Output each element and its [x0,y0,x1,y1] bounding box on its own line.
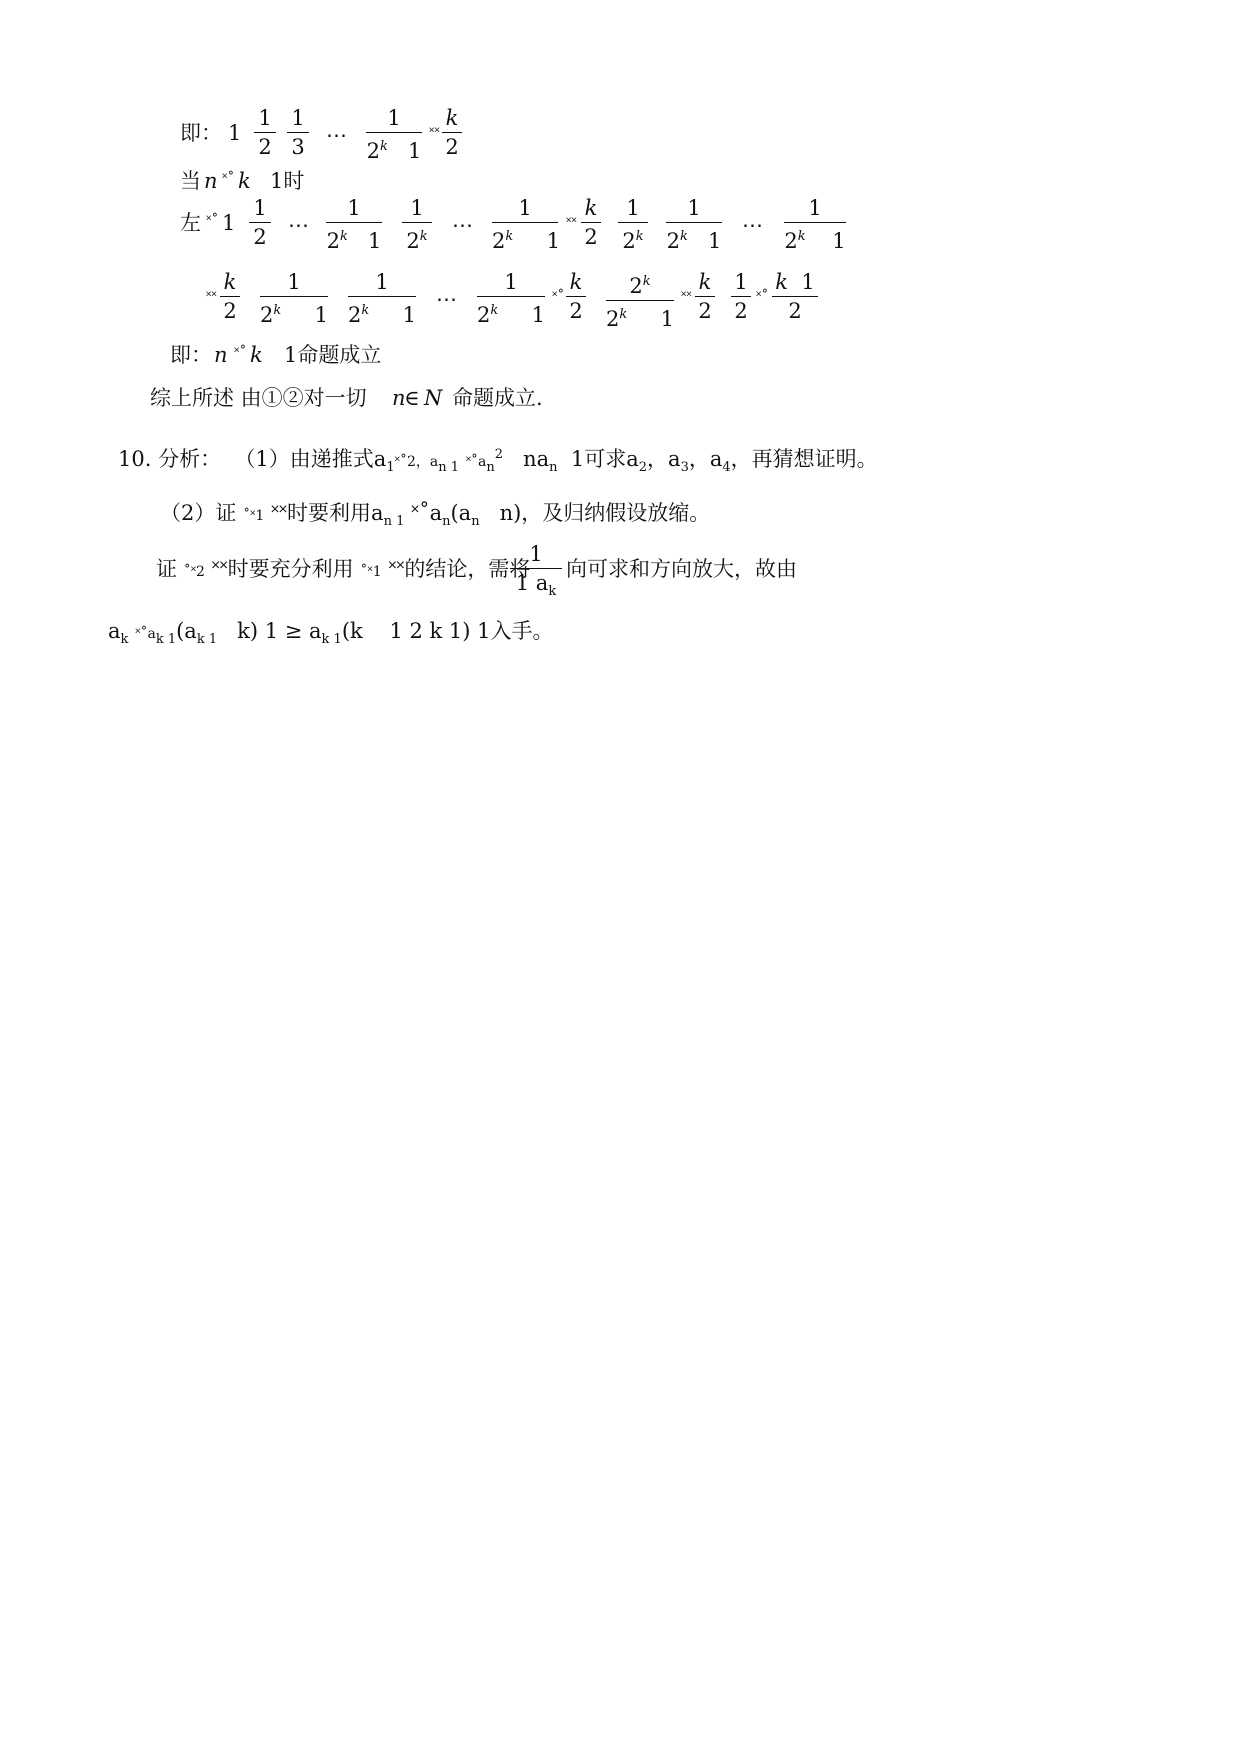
row5-k: k [250,343,263,367]
row6-n: n [392,386,406,410]
row4-dots: ⋯ [436,287,457,311]
row1-dots: ⋯ [326,123,347,147]
row4-eq: ˟˚ [552,289,565,305]
row6-in: ∈ [404,386,420,410]
row3-frac-6: 1 2$^k$ [618,196,648,253]
row4-frac-7: k 2 [695,270,715,323]
row4-frac-6: 2$^k$ 2$^k$ 1 [606,274,675,331]
row3-frac-5: k 2 [581,196,601,249]
row3-frac-4: 1 2$^k$ 1 [492,196,561,253]
item10-label: 10. 分析： [118,447,222,471]
row4-frac-3: 1 2$^k$ 1 [348,270,417,327]
row3-frac-1: 1 2 [249,196,271,249]
item10-line-1: 10. 分析： （1）由递推式$a_1˟˚2$，$a_{n 1}$ $˟˚a_n^2$ $na_n$ 1可求$a_2$，$a_3$，$a_4$，再猜想证明。 [118,447,878,476]
row4-frac-1: k 2 [220,270,240,323]
row1-one: 1 [228,121,242,145]
row4-frac-5: k 2 [566,270,586,323]
row3-frac-2: 1 2$^k$ 1 [326,196,382,253]
row6-tail: 命题成立. [452,386,543,410]
row1-frac-3: 1 2$^k$ 1 [366,106,422,163]
row3-one: 1 [222,211,236,235]
row2-eq: ˟˚ [222,171,235,187]
row3-frac-3: 1 2$^k$ [402,196,432,253]
row4-frac-8: 1 2 [731,270,751,323]
row5-tail: 1命题成立 [284,343,382,367]
row3-dots: ⋯ [288,213,309,237]
row1-label: 即： [180,121,222,145]
row6-text: 综上所述 由①②对一切 [150,386,367,410]
row4-gt-2: ˟˟ [681,289,692,305]
row4-gt: ˟˟ [206,289,217,305]
row5-n: n [214,343,228,367]
row1-frac-2: 1 3 [287,106,309,159]
row2-n: n [204,169,218,193]
item10-line-4: $a_k$ $˟˚a_{k 1}(a_{k 1}$ k) $1 \ge a_{k 1}(k$ 1 2 k 1) 1入手。 [108,619,554,648]
row5-label: 即： [170,343,212,367]
row3-label: 左 [180,211,201,235]
row3-frac-8: 1 2$^k$ 1 [784,196,846,253]
row3-dots-3: ⋯ [742,213,763,237]
row3-dots-2: ⋯ [452,213,473,237]
row2-tail: 1时 [270,169,305,193]
item10-frac: 1 1 $a_k$ [510,542,562,604]
row1-gt: ˟˟ [429,125,440,141]
row3-frac-7: 1 2$^k$ 1 [666,196,722,253]
row4-frac-9: k 1 2 [772,270,818,323]
item10-line-2: （2）证 ˚˟1 ˟˟时要利用$a_{n 1}$ $˟˚a_n(a_n$ n)，及归纳假设放缩。 [160,501,711,530]
row4-eq-2: ˟˚ [756,289,769,305]
row3-eq: ˟˚ [206,213,219,229]
row5-eq: ˟˚ [234,345,247,361]
row4-frac-4: 1 2$^k$ 1 [477,270,546,327]
row4-frac-2: 1 2$^k$ 1 [260,270,329,327]
row6-N: N [424,386,443,410]
item10-line-3-tail: 向可求和方向放大，故由 [566,557,797,581]
row1-frac-4: k 2 [442,106,462,159]
row1-frac-1: 1 2 [254,106,276,159]
row3-gt: ˟˟ [566,215,577,231]
item10-line-3: 证 ˚˟2 ˟˟时要充分利用 ˚˟1 ˟˟的结论，需将 [156,557,531,581]
row2-label: 当 [180,169,201,193]
row2-k: k [238,169,251,193]
